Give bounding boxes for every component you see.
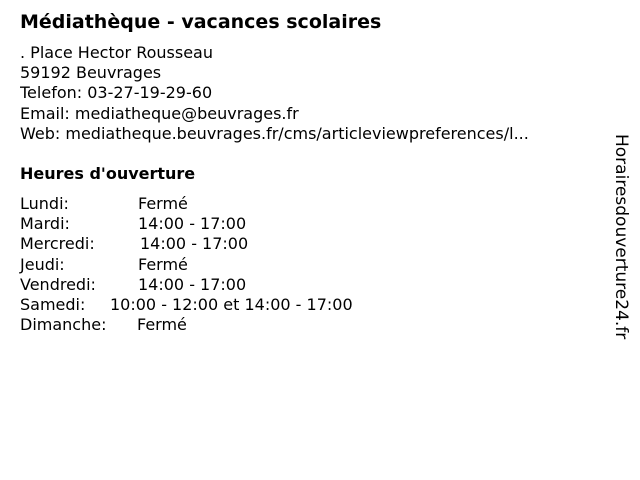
- phone-line: Telefon: 03-27-19-29-60: [20, 83, 213, 103]
- day-hours: Fermé: [138, 254, 188, 274]
- day-label: Jeudi:: [20, 254, 65, 274]
- street-address: . Place Hector Rousseau: [20, 43, 213, 62]
- hours-row-sunday: [20, 315, 353, 335]
- email-line: Email: mediatheque@beuvrages.fr: [20, 103, 299, 123]
- day-hours: 14:00 - 17:00: [138, 274, 247, 294]
- address-block: [20, 43, 590, 144]
- day-label: Lundi:: [20, 194, 69, 213]
- hours-row-wednesday: [20, 234, 353, 254]
- day-label: Mardi:: [20, 214, 70, 234]
- hours-row-thursday: [20, 255, 353, 275]
- hours-row-saturday: [20, 295, 353, 315]
- web-line: Web: mediatheque.beuvrages.fr/cms/articleviewpreferences/l...: [20, 123, 529, 143]
- day-label: Samedi:: [20, 295, 86, 315]
- hours-heading: Heures d'ouverture: [20, 164, 196, 183]
- day-label: Vendredi:: [20, 274, 96, 294]
- day-hours: Fermé: [137, 315, 187, 335]
- site-watermark: Horairesdouverture24.fr: [611, 134, 631, 340]
- hours-row-monday: [20, 194, 353, 214]
- day-hours: 14:00 - 17:00: [140, 234, 249, 254]
- day-label: Dimanche:: [20, 315, 107, 335]
- day-label: Mercredi:: [20, 234, 95, 254]
- day-hours: Fermé: [138, 194, 188, 213]
- opening-hours-table: [20, 194, 353, 335]
- city-address: 59192 Beuvrages: [20, 63, 162, 83]
- hours-row-friday: [20, 275, 353, 295]
- day-hours: 14:00 - 17:00: [138, 214, 247, 234]
- page-title: Médiathèque - vacances scolaires: [20, 11, 382, 33]
- day-hours: 10:00 - 12:00 et 14:00 - 17:00: [110, 295, 353, 315]
- hours-row-tuesday: [20, 214, 353, 234]
